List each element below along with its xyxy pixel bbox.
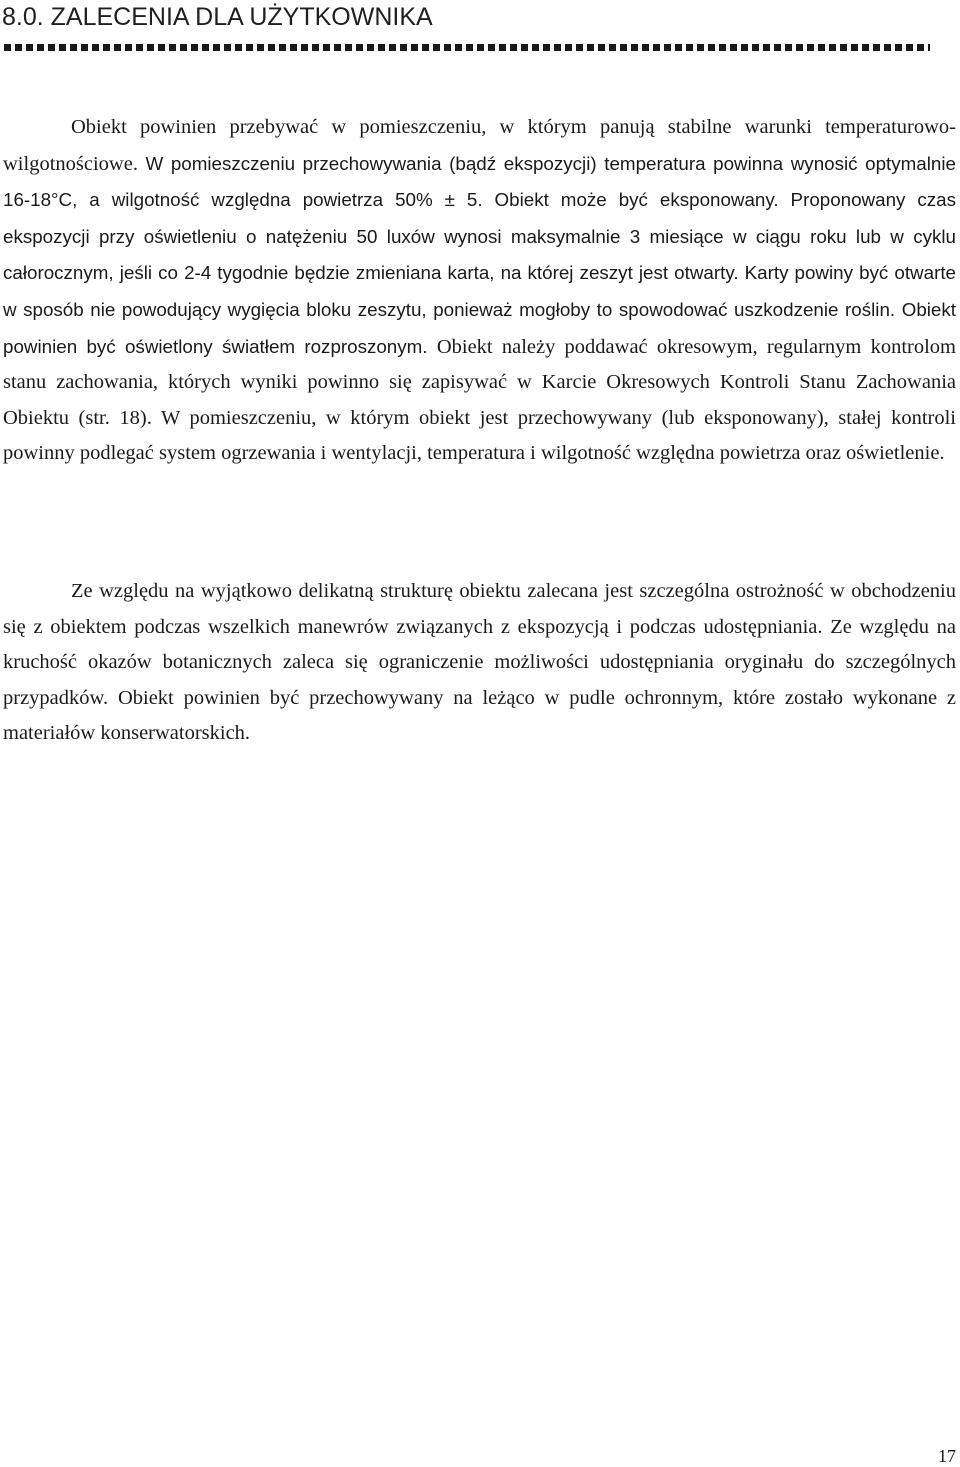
page-number: 17 xyxy=(938,1446,956,1466)
section-heading: 8.0. ZALECENIA DLA UŻYTKOWNIKA xyxy=(2,3,433,31)
paragraph-handling: Ze względu na wyjątkowo delikatną strukturę obiektu zalecana jest szczególna ostrożność w obchodzeniu się z obiektem podczas wszelkich manewrów związanych z ekspozycją i podczas udostępniania. Ze względu na kruchość okazów botanicznych zaleca się ograniczenie możliwości udostępniania oryginału do szczególnych przypadków. Obiekt powinien być przechowywany na leżąco w pudle ochronnym, które zostało wykonane z materiałów konserwatorskich. xyxy=(3,580,956,745)
paragraph-storage-conditions xyxy=(3,110,956,472)
dotted-divider xyxy=(4,44,930,51)
paragraph-run-conditions: W pomieszczeniu przechowywania (bądź ekspozycji) temperatura powinna wynosić optymalnie 16-18°C, a wilgotność względna powietrza 50% ± 5. Obiekt może być eksponowany. Proponowany czas ekspozycji przy oświetleniu o natężeniu 50 luxów wynosi maksymalnie 3 miesiące w ciągu roku lub w cyklu całorocznym, jeśli co 2-4 tygodnie będzie zmieniana karta, na której zeszyt jest otwarty. Karty powiny być otwarte w sposób nie powodujący wygięcia bloku zeszytu, ponieważ mogłoby to spowodować uszkodzenie roślin. Obiekt powinien być oświetlony światłem rozproszonym. xyxy=(3,152,956,357)
paragraph-run-intro: Obiekt powinien przebywać w pomieszczeniu, w którym panują stabilne warunki temperaturowo- wilgotnościowe. xyxy=(3,116,956,175)
paragraph-run-inspection: Obiekt należy poddawać okresowym, regularnym kontrolom stanu zachowania, których wyniki powinno się zapisywać w Karcie Okresowych Kontroli Stanu Zachowania Obiektu (str. 18). W pomieszczeniu, w którym obiekt jest przechowywany (lub eksponowany), stałej kontroli powinny podlegać system ogrzewania i wentylacji, temperatura i wilgotność względna powietrza oraz oświetlenie. xyxy=(3,335,956,465)
